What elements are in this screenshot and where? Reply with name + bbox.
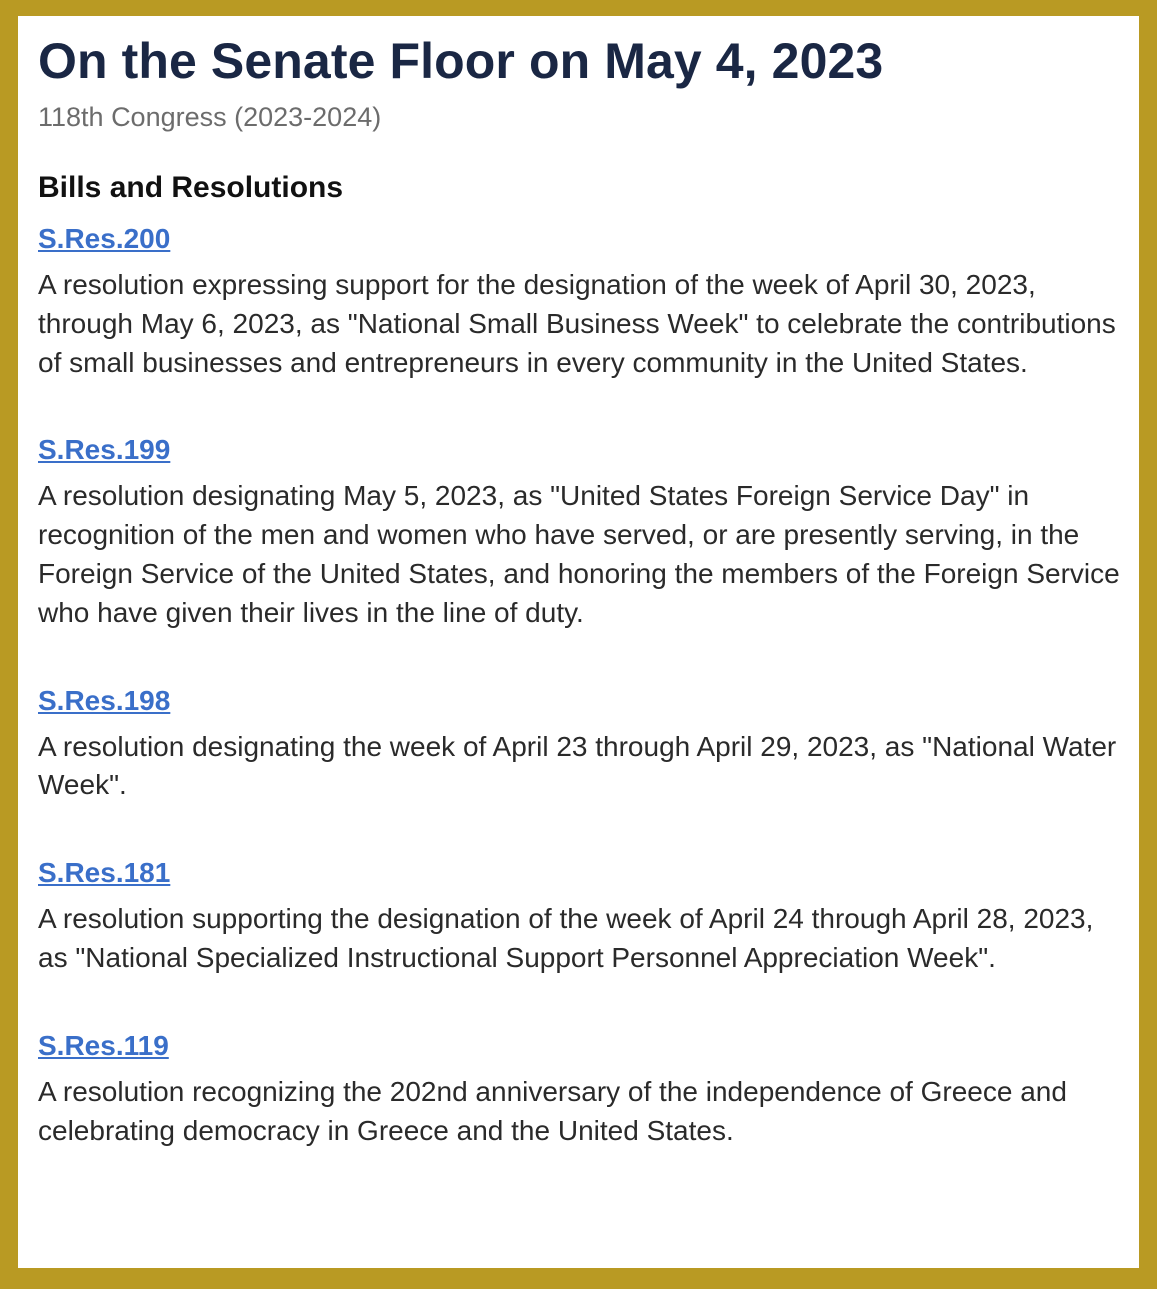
section-heading: Bills and Resolutions [38,171,344,204]
bill-link[interactable]: S.Res.198 [38,684,171,716]
bill-item [38,222,1139,382]
bill-description: A resolution designating the week of April 23 through April 29, 2023, as "National Water Week". [38,730,1117,801]
bill-link[interactable]: S.Res.200 [38,223,171,254]
bill-item [38,433,1139,632]
bill-description: A resolution designating May 5, 2023, as "United States Foreign Service Day" in recognition of the men and women who have served, or are presently serving, in the Foreign Service of the United States, and honoring the members of the Foreign Service who have given their lives in the line of duty. [38,480,1120,628]
bill-description: A resolution expressing support for the designation of the week of April 30, 2023, through May 6, 2023, as "National Small Business Week" to celebrate the contributions of small businesses and entrepreneurs in every community in the United States. [38,269,1116,378]
bill-description: A resolution supporting the designation of the week of April 24 through April 28, 2023, as "National Specialized Instructional Support Personnel Appreciation Week". [38,903,1094,973]
bill-link[interactable]: S.Res.181 [38,857,171,889]
bill-description: A resolution recognizing the 202nd anniversary of the independence of Greece and celebrating democracy in Greece and the United States. [38,1075,1067,1146]
bill-link[interactable]: S.Res.119 [38,1029,169,1061]
content-panel [18,16,1139,1268]
bill-item [38,684,1139,806]
page-title: On the Senate Floor on May 4, 2023 [38,33,884,89]
bill-link[interactable]: S.Res.199 [38,434,171,466]
bill-item [38,1029,1139,1151]
congress-subtitle: 118th Congress (2023-2024) [38,102,382,132]
bill-item [38,856,1139,978]
page-content [18,16,1139,1150]
